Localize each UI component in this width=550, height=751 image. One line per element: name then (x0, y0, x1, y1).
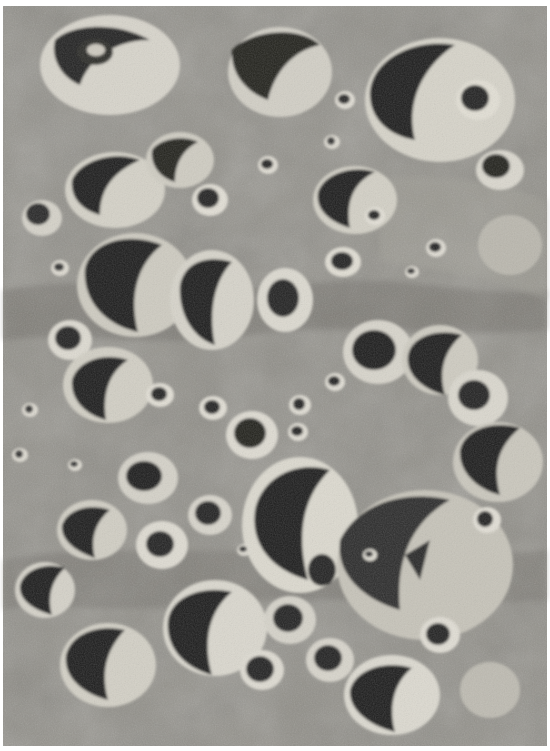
film-grain (3, 6, 547, 746)
